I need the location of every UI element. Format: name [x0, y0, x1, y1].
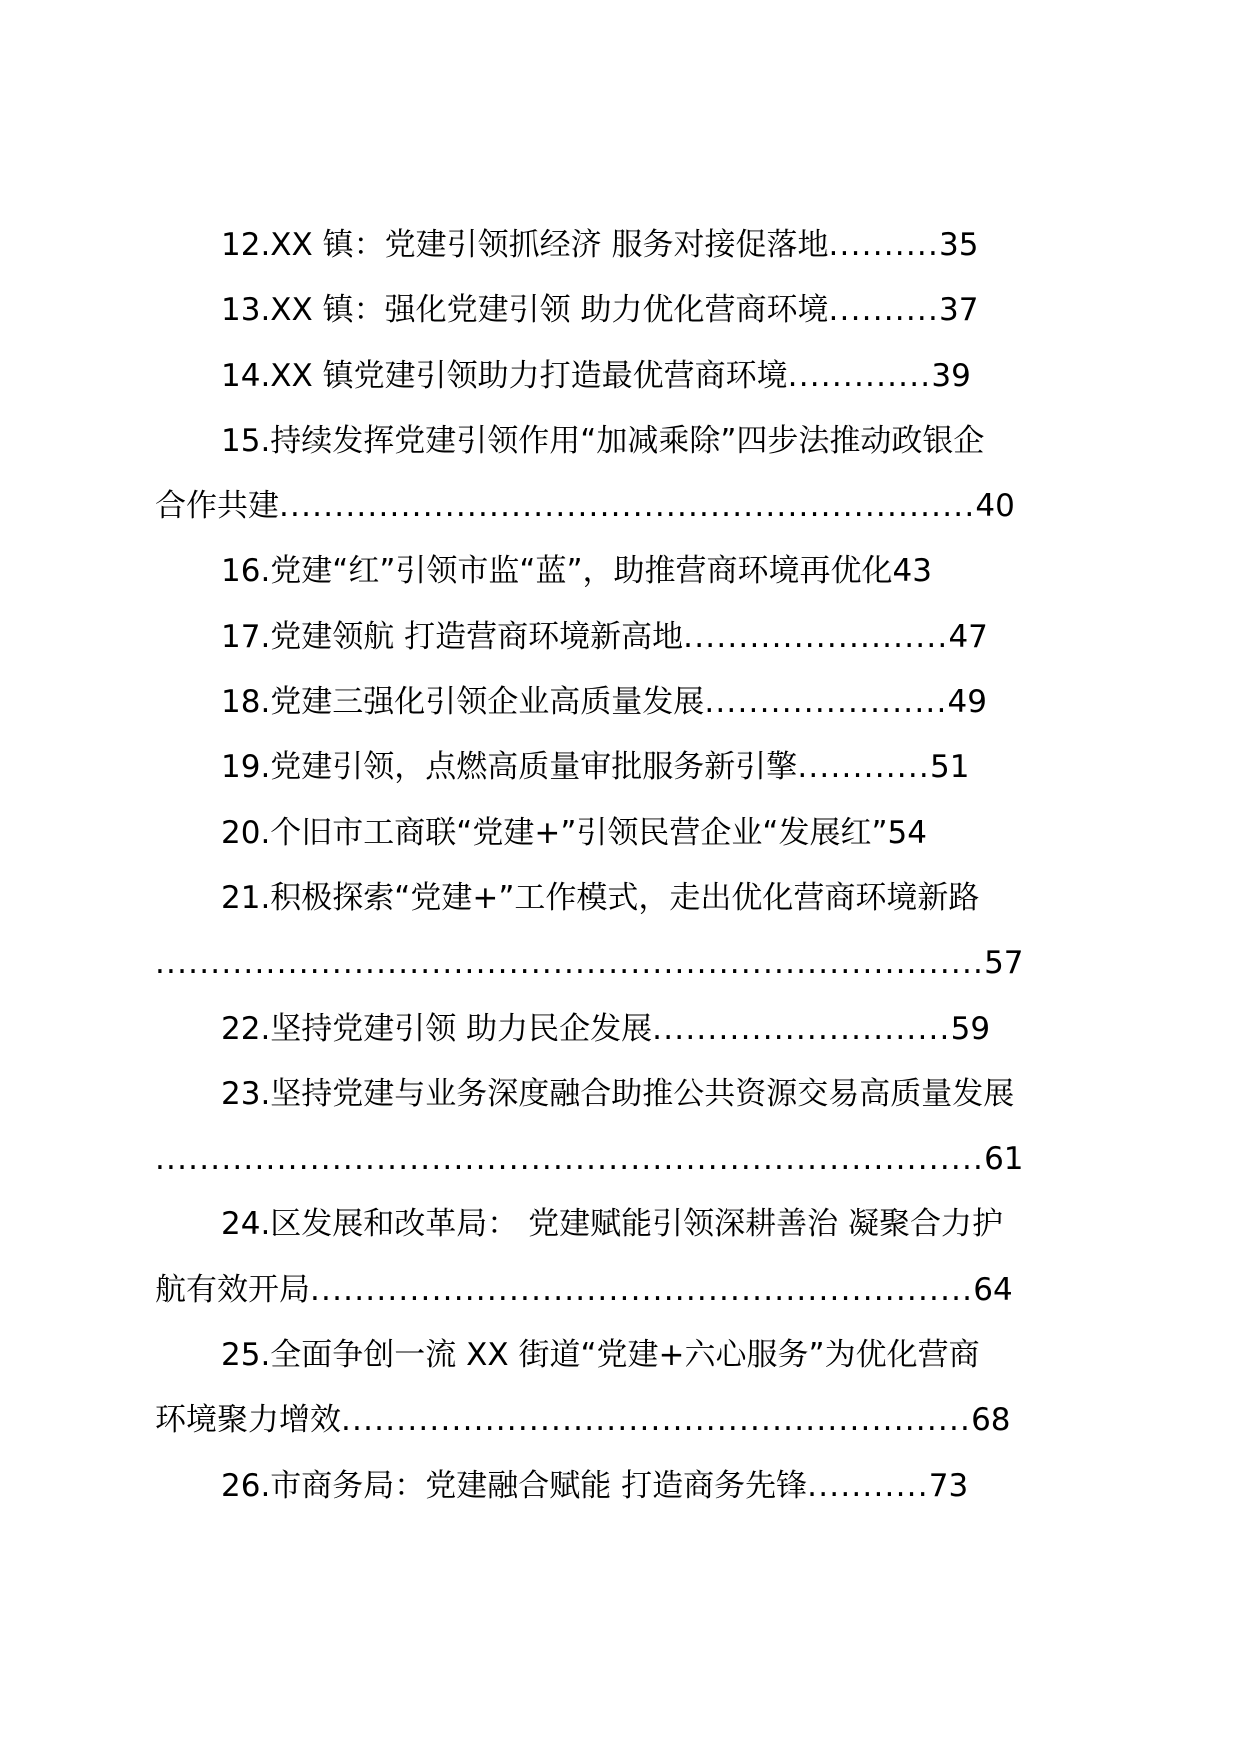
toc-leader-dots: ...........................................................................: [155, 1141, 985, 1178]
toc-leader-dots: ......................: [704, 684, 948, 721]
toc-line: [155, 213, 1085, 278]
toc-leader-dots: ..........: [828, 292, 940, 329]
toc-entry-title: 13.XX 镇：强化党建引领 助力优化营商环境: [221, 292, 829, 329]
toc-entry-title: 航有效开局: [155, 1271, 310, 1308]
toc-page-number: 54: [887, 814, 927, 851]
toc-page-number: 51: [929, 749, 970, 786]
toc-entry-title: 18.党建三强化引领企业高质量发展: [221, 684, 705, 721]
toc-page-number: 39: [931, 357, 971, 394]
toc-line: [155, 278, 1085, 343]
toc-page-number: 37: [939, 292, 979, 329]
toc-entry-title: 22.坚持党建引领 助力民企发展: [221, 1010, 653, 1047]
toc-entry-title: 20.个旧市工商联“党建+”引领民营企业“发展红”: [221, 814, 888, 851]
toc-entry-title: 14.XX 镇党建引领助力打造最优营商环境: [221, 357, 788, 394]
toc-line: [155, 409, 1085, 474]
toc-entry-title: 24.区发展和改革局： 党建赋能引领深耕善治 凝聚合力护: [221, 1206, 1004, 1243]
toc-entry-title: 12.XX 镇：党建引领抓经济 服务对接促落地: [221, 227, 829, 263]
toc-page-number: 49: [947, 684, 987, 721]
toc-line: [155, 801, 1085, 866]
toc-leader-dots: ..........: [828, 227, 940, 263]
toc-entry-title: 16.党建“红”引领市监“蓝”，助推营商环境再优化: [221, 553, 893, 590]
toc-entry-title: 15.持续发挥党建引领作用“加减乘除”四步法推动政银企: [221, 422, 985, 459]
toc-entry-title: 合作共建: [155, 488, 279, 525]
toc-line: [155, 1258, 1085, 1323]
toc-line: [155, 997, 1085, 1062]
toc-leader-dots: .........................................................: [341, 1402, 972, 1439]
toc-leader-dots: ...............................................................: [279, 488, 976, 525]
toc-line: [155, 670, 1085, 735]
toc-page-number: 68: [971, 1402, 1011, 1439]
toc-leader-dots: ............................................................: [310, 1271, 974, 1308]
toc-line: [155, 931, 1085, 996]
toc-page-number: 47: [948, 618, 988, 655]
toc-page-number: 35: [939, 227, 979, 263]
toc-line: [155, 1127, 1085, 1192]
toc-line: [155, 1192, 1085, 1257]
toc-leader-dots: ............: [797, 749, 930, 786]
toc-entry-title: 19.党建引领，点燃高质量审批服务新引擎: [221, 749, 798, 786]
toc-entry-title: 25.全面争创一流 XX 街道“党建+六心服务”为优化营商: [221, 1337, 980, 1374]
toc-line: [155, 1454, 1085, 1519]
toc-line: [155, 539, 1085, 604]
toc-entry-title: 26.市商务局：党建融合赋能 打造商务先锋: [221, 1467, 808, 1504]
toc-line: [155, 1323, 1085, 1388]
toc-leader-dots: ...........................................................................: [155, 945, 985, 982]
toc-line: [155, 866, 1085, 931]
toc-entry-title: 21.积极探索“党建+”工作模式，走出优化营商环境新路: [221, 879, 980, 916]
toc-line: [155, 1388, 1085, 1453]
toc-line: [155, 474, 1085, 539]
toc-page-number: 57: [984, 945, 1024, 982]
toc-leader-dots: ...........: [807, 1467, 929, 1504]
toc-leader-dots: .............: [787, 357, 932, 394]
toc-line: [155, 605, 1085, 670]
toc-page-number: 73: [928, 1467, 969, 1504]
toc-page-number: 43: [892, 553, 932, 590]
toc-line: [155, 735, 1085, 800]
toc-line: [155, 344, 1085, 409]
toc-line: [155, 1062, 1085, 1127]
toc-leader-dots: ...........................: [652, 1010, 951, 1047]
toc-page-number: 61: [984, 1141, 1024, 1178]
toc-page-number: 40: [975, 488, 1015, 525]
toc-entry-title: 环境聚力增效: [155, 1402, 341, 1439]
toc-entry-title: 23.坚持党建与业务深度融合助推公共资源交易高质量发展: [221, 1075, 1015, 1112]
toc-page-number: 64: [973, 1271, 1013, 1308]
toc-entry-title: 17.党建领航 打造营商环境新高地: [221, 618, 684, 655]
table-of-contents: [155, 213, 1085, 1519]
toc-leader-dots: ........................: [683, 618, 949, 655]
toc-page-number: 59: [950, 1010, 991, 1047]
